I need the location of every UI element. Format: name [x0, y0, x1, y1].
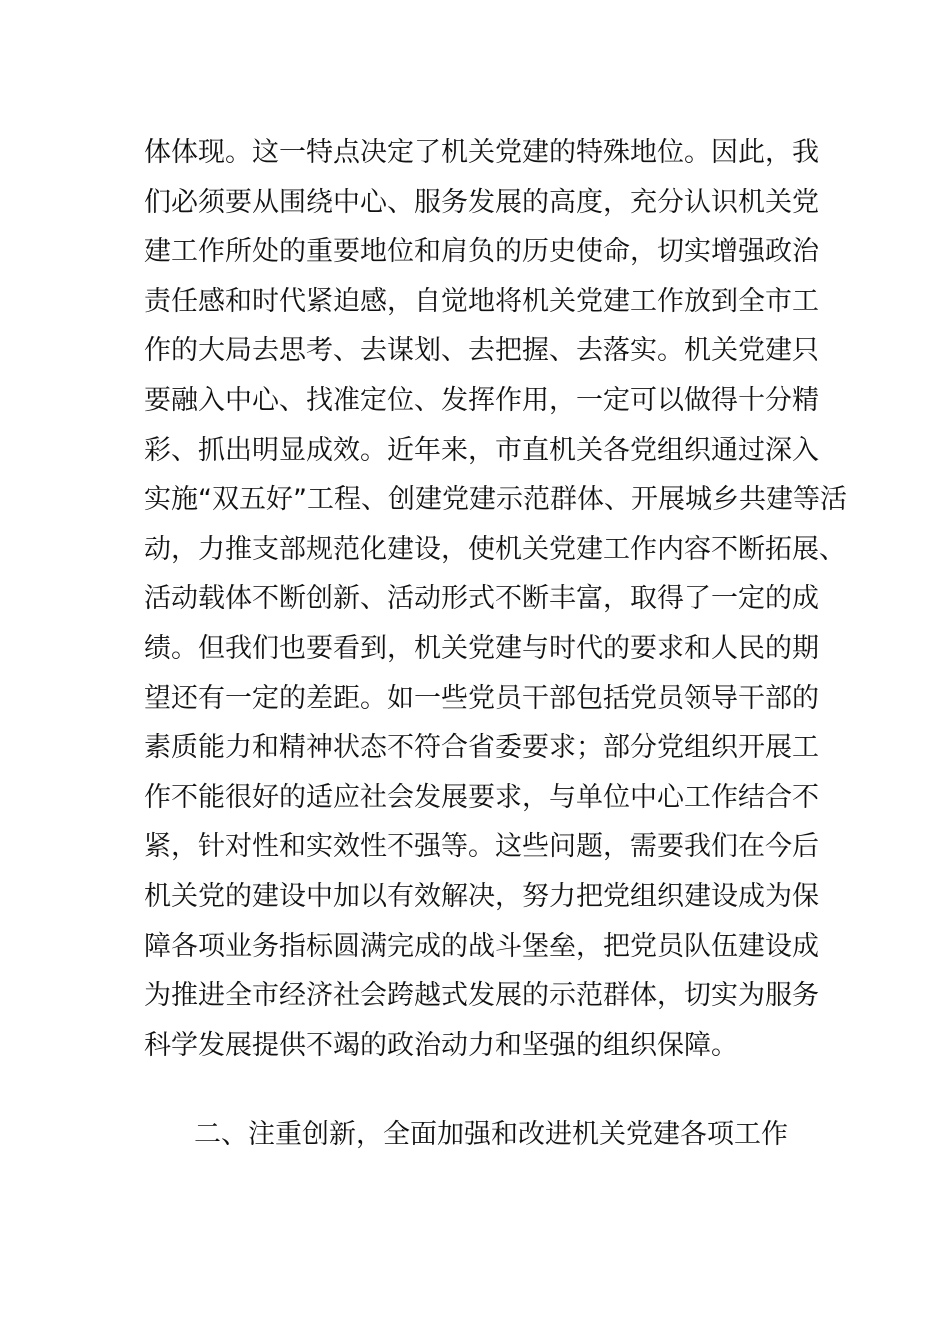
paragraph-line-17: 障各项业务指标圆满完成的战斗堡垒，把党员队伍建设成 [144, 930, 819, 962]
paragraph-line-6: 要融入中心、找准定位、发挥作用，一定可以做得十分精 [144, 384, 819, 416]
paragraph-line-4: 责任感和时代紧迫感，自觉地将机关党建工作放到全市工 [144, 285, 819, 317]
paragraph-line-11: 绩。但我们也要看到，机关党建与时代的要求和人民的期 [144, 632, 819, 664]
paragraph-line-16: 机关党的建设中加以有效解决，努力把党组织建设成为保 [144, 880, 819, 912]
paragraph-line-18: 为推进全市经济社会跨越式发展的示范群体，切实为服务 [144, 980, 819, 1012]
section-heading: 二、注重创新，全面加强和改进机关党建各项工作 [194, 1119, 788, 1150]
paragraph-line-1: 体体现。这一特点决定了机关党建的特殊地位。因此，我 [144, 137, 819, 168]
paragraph-line-12: 望还有一定的差距。如一些党员干部包括党员领导干部的 [144, 682, 819, 714]
paragraph-line-10: 活动载体不断创新、活动形式不断丰富，取得了一定的成 [144, 583, 819, 615]
paragraph-line-14: 作不能很好的适应社会发展要求，与单位中心工作结合不 [144, 781, 819, 813]
paragraph-line-9: 动，力推支部规范化建设，使机关党建工作内容不断拓展、 [144, 533, 846, 565]
paragraph-line-8: 实施“双五好”工程、创建党建示范群体、开展城乡共建等活 [144, 484, 847, 516]
paragraph-line-2: 们必须要从围绕中心、服务发展的高度，充分认识机关党 [144, 186, 819, 218]
paragraph-line-7: 彩、抓出明显成效。近年来，市直机关各党组织通过深入 [144, 434, 819, 466]
paragraph-line-5: 作的大局去思考、去谋划、去把握、去落实。机关党建只 [144, 335, 819, 367]
paragraph-line-15: 紧，针对性和实效性不强等。这些问题，需要我们在今后 [144, 831, 819, 863]
paragraph-line-3: 建工作所处的重要地位和肩负的历史使命，切实增强政治 [144, 236, 819, 268]
body-paragraph [144, 128, 847, 1070]
paragraph-line-19: 科学发展提供不竭的政治动力和坚强的组织保障。 [144, 1029, 738, 1061]
paragraph-line-13: 素质能力和精神状态不符合省委要求；部分党组织开展工 [144, 732, 819, 764]
